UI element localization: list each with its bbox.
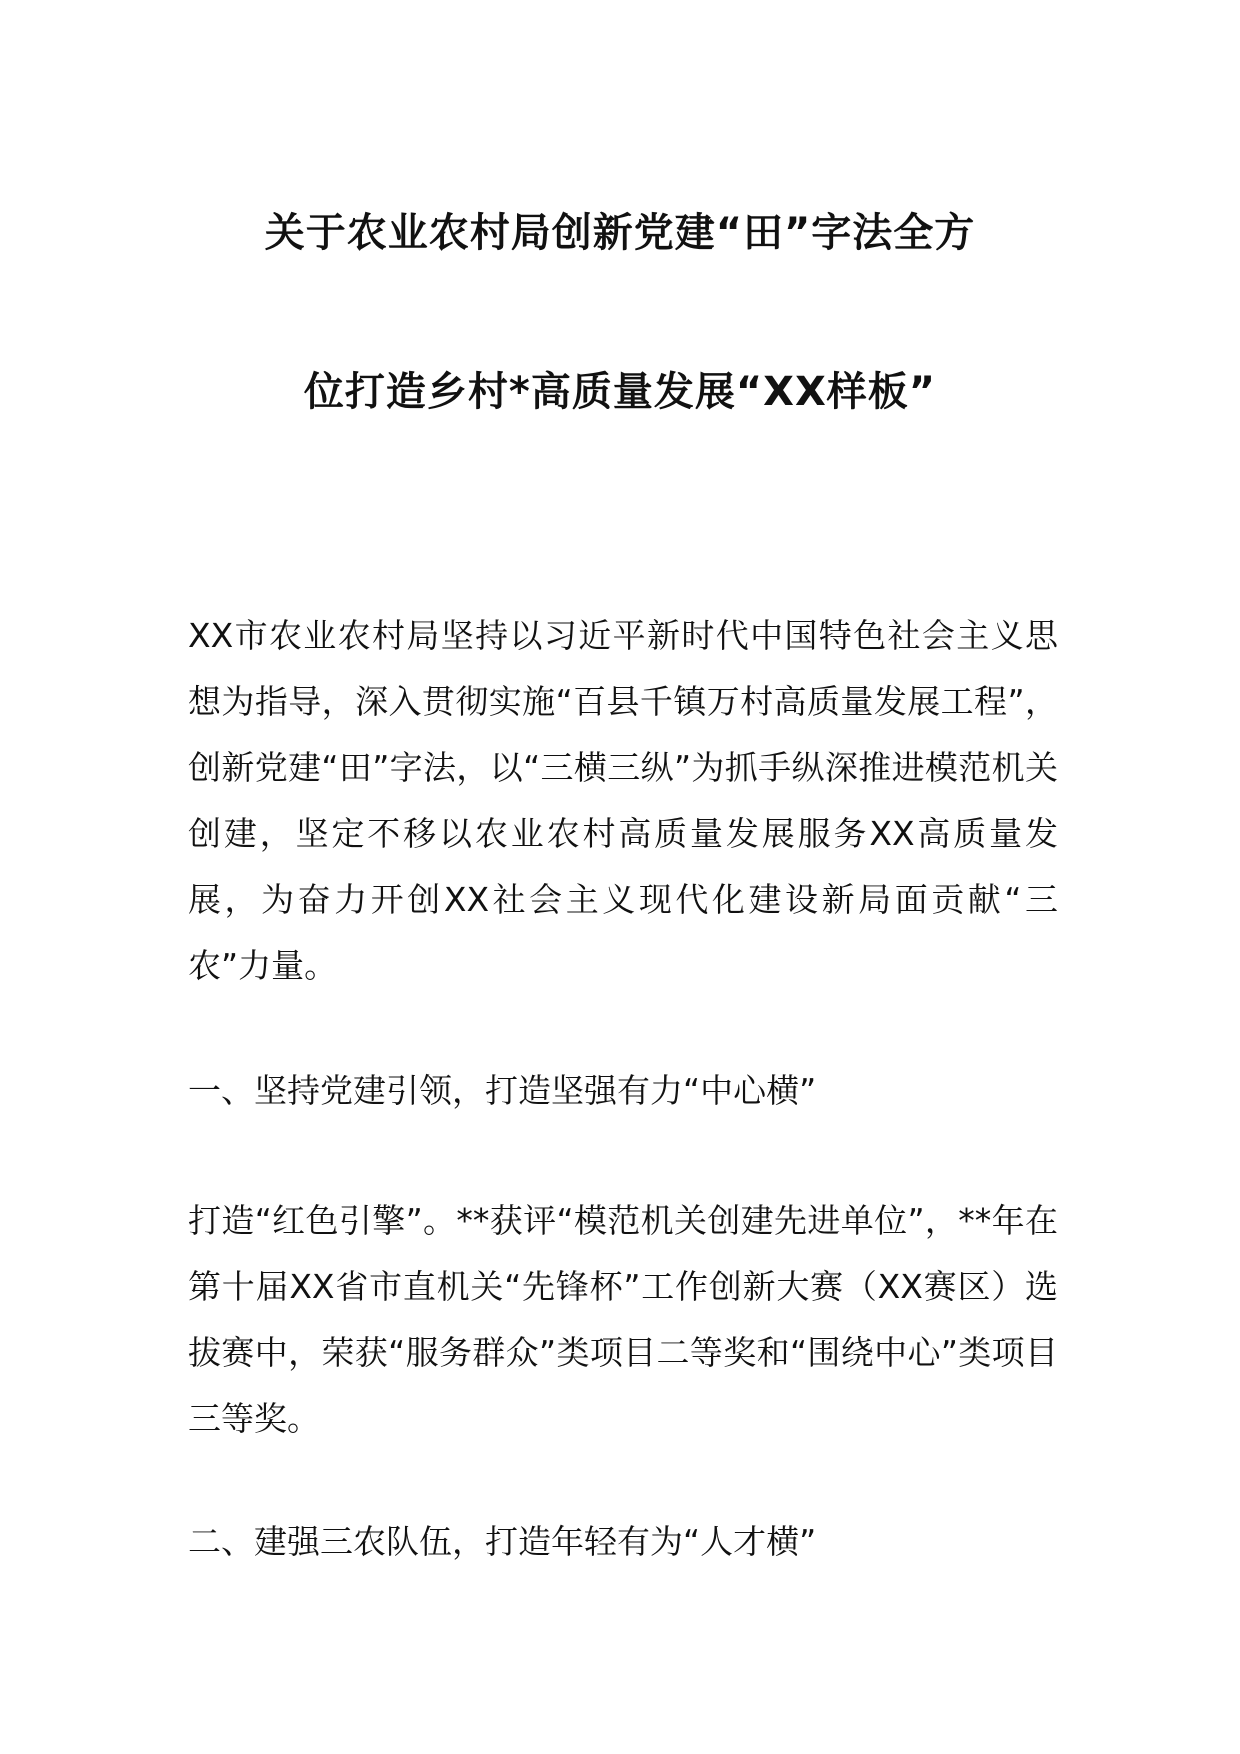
section-1-paragraph: 打造“红色引擎”。**获评“模范机关创建先进单位”，**年在第十届XX省市直机关“先锋杯”工作创新大赛（XX赛区）选拔赛中，荣获“服务群众”类项目二等奖和“围绕中心”类项目三等奖。 xyxy=(188,1201,1058,1438)
section-heading-1: 一、坚持党建引领，打造坚强有力“中心横” xyxy=(188,1071,817,1110)
document-title-line-1: 关于农业农村局创新党建“田”字法全方 xyxy=(264,210,976,256)
intro-paragraph: XX市农业农村局坚持以习近平新时代中国特色社会主义思想为指导，深入贯彻实施“百县千镇万村高质量发展工程”，创新党建“田”字法，以“三横三纵”为抓手纵深推进模范机关创建，坚定不移以农业农村高质量发展服务XX高质量发展，为奋力开创XX社会主义现代化建设新局面贡献“三农”力量。 xyxy=(188,616,1058,985)
document-title-line-2: 位打造乡村*高质量发展“XX样板” xyxy=(303,369,937,415)
section-heading-2: 二、建强三农队伍，打造年轻有为“人才横” xyxy=(188,1522,817,1561)
